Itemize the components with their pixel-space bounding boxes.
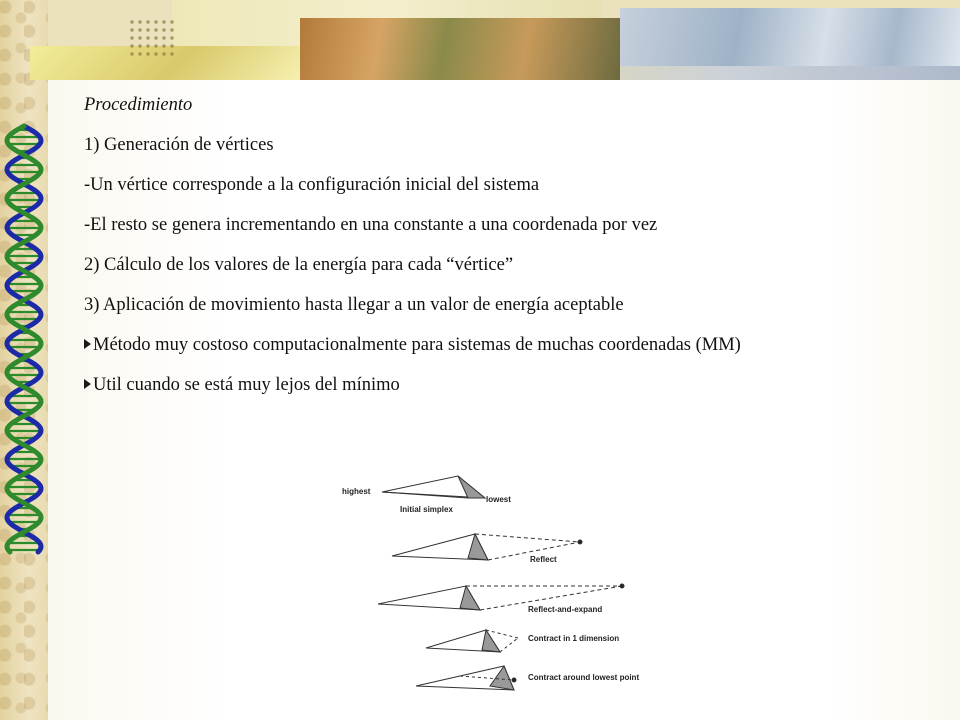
step-3: 3) Aplicación de movimiento hasta llegar a un valor de energía aceptable bbox=[84, 295, 624, 315]
dna-helix-icon bbox=[0, 120, 52, 560]
arrow-bullet-icon bbox=[84, 339, 91, 349]
step-2: 2) Cálculo de los valores de la energía para cada “vértice” bbox=[84, 255, 514, 275]
bullet-text: Util cuando se está muy lejos del mínimo bbox=[93, 375, 400, 395]
step-1-detail-b: -El resto se genera incrementando en una constante a una coordenada por vez bbox=[84, 215, 658, 235]
simplex-diagram bbox=[340, 468, 680, 698]
label-lowest: lowest bbox=[486, 495, 511, 504]
slide-content bbox=[84, 94, 884, 414]
header-banner bbox=[0, 0, 960, 80]
contract-1d-step bbox=[426, 630, 518, 652]
blue-photo bbox=[620, 8, 960, 66]
label-highest: highest bbox=[342, 487, 371, 496]
label-reflect-expand: Reflect-and-expand bbox=[528, 605, 603, 614]
section-title: Procedimiento bbox=[84, 95, 193, 115]
label-contract-lowest: Contract around lowest point bbox=[528, 673, 640, 682]
step-1: 1) Generación de vértices bbox=[84, 135, 274, 155]
bullet-item bbox=[84, 374, 884, 396]
initial-simplex bbox=[382, 476, 485, 498]
arrow-bullet-icon bbox=[84, 379, 91, 389]
label-initial-simplex: Initial simplex bbox=[400, 505, 453, 514]
bullet-text: Método muy costoso computacionalmente para sistemas de muchas coordenadas (MM) bbox=[93, 335, 741, 355]
contract-lowest-step bbox=[416, 666, 516, 690]
leaf-photo bbox=[300, 18, 620, 80]
bullet-item bbox=[84, 334, 884, 356]
label-contract-1d: Contract in 1 dimension bbox=[528, 634, 620, 643]
step-1-detail-a: -Un vértice corresponde a la configuración inicial del sistema bbox=[84, 175, 540, 195]
label-reflect: Reflect bbox=[530, 555, 557, 564]
